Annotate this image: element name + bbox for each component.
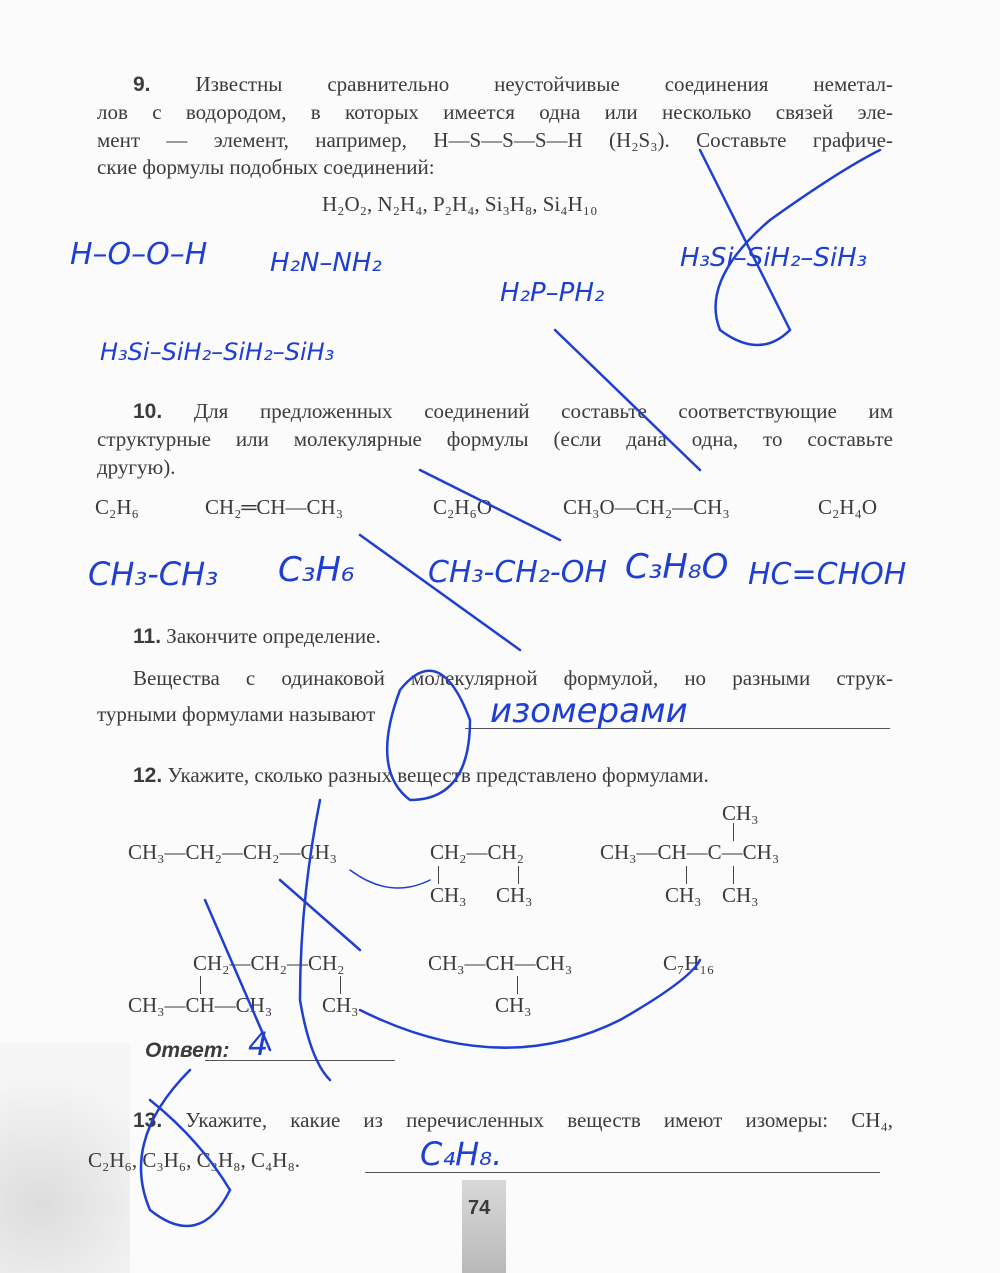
task-text: структурные или молекулярные формулы (если дана одна, то составьте (97, 427, 893, 451)
task-number: 10. (133, 400, 163, 423)
task-text: мент — элемент, например, H—S—S—S—H (H₂S₃). Составьте графиче- (97, 128, 893, 152)
task-number: 12. (133, 764, 163, 787)
answer-label: Ответ: (145, 1039, 230, 1062)
task-text: Для предложенных соединений составьте соответствующие им (193, 399, 893, 423)
handwritten-si3h8: H₃Si–SiH₂–SiH₃ (680, 243, 868, 273)
task-text: C₂H₆, C₃H₆, C₃H₈, C₄H₈. (88, 1148, 301, 1172)
handwritten-answer[interactable]: 4 (248, 1025, 269, 1063)
handwritten-si4h10: H₃Si–SiH₂–SiH₂–SiH₃ (100, 338, 335, 366)
handwritten-answer: CH₃-CH₂-OH (428, 555, 607, 590)
handwritten-answer: CH₃-CH₃ (88, 555, 219, 593)
scribble-stroke (280, 880, 360, 950)
answer-line (205, 1060, 395, 1061)
page-number: 74 (468, 1197, 491, 1219)
task-text: ские формулы подобных соединений: (97, 155, 435, 179)
page-number-tab (462, 1180, 506, 1273)
structure-1: CH₃—CH₂—CH₂—CH₃ (128, 840, 337, 864)
task-text: лов с водородом, в которых имеется одна или несколько связей эле- (97, 100, 893, 124)
task-text: Известны сравнительно неустойчивые соединения неметал- (195, 72, 893, 96)
formula: C₂H₄O (818, 495, 877, 519)
task-number: 13. (133, 1109, 163, 1132)
scribble-stroke (360, 535, 520, 650)
formula: C₂H₆ (95, 495, 139, 519)
formula: CH₃O—CH₂—CH₃ (563, 495, 730, 519)
task-number: 11. (133, 625, 162, 648)
task-text: Закончите определение. (166, 624, 381, 648)
formula: C₂H₆O (433, 495, 492, 519)
formula-list: H₂O₂, N₂H₄, P₂H₄, Si₃H₈, Si₄H₁₀ (322, 192, 598, 216)
task-text: Укажите, сколько разных веществ представлено формулами. (167, 763, 709, 787)
formula: CH₂═CH—CH₃ (205, 495, 344, 519)
handwritten-answer: C₃H₈O (625, 547, 729, 587)
handwritten-n2h4: H₂N–NH₂ (270, 248, 382, 278)
task-text: Вещества с одинаковой молекулярной формулой, но разными струк- (133, 666, 893, 690)
handwritten-answer[interactable]: C₄H₈. (420, 1135, 503, 1173)
handwritten-p2h4: H₂P–PH₂ (500, 278, 605, 308)
handwritten-answer[interactable]: изомерами (490, 691, 688, 731)
task-text: турными формулами называют (97, 702, 376, 726)
task-text: другую). (97, 455, 176, 479)
handwritten-answer: HC=CHOH (748, 557, 907, 592)
handwritten-answer: C₃H₆ (278, 550, 355, 590)
task-text: Укажите, какие из перечисленных веществ имеют изомеры: CH₄, (185, 1108, 894, 1132)
scribble-stroke (350, 870, 430, 888)
structure-6: C₇H₁₆ (663, 951, 715, 975)
task-number: 9. (133, 73, 151, 96)
handwritten-h2o2: H–O–O–H (70, 237, 208, 272)
